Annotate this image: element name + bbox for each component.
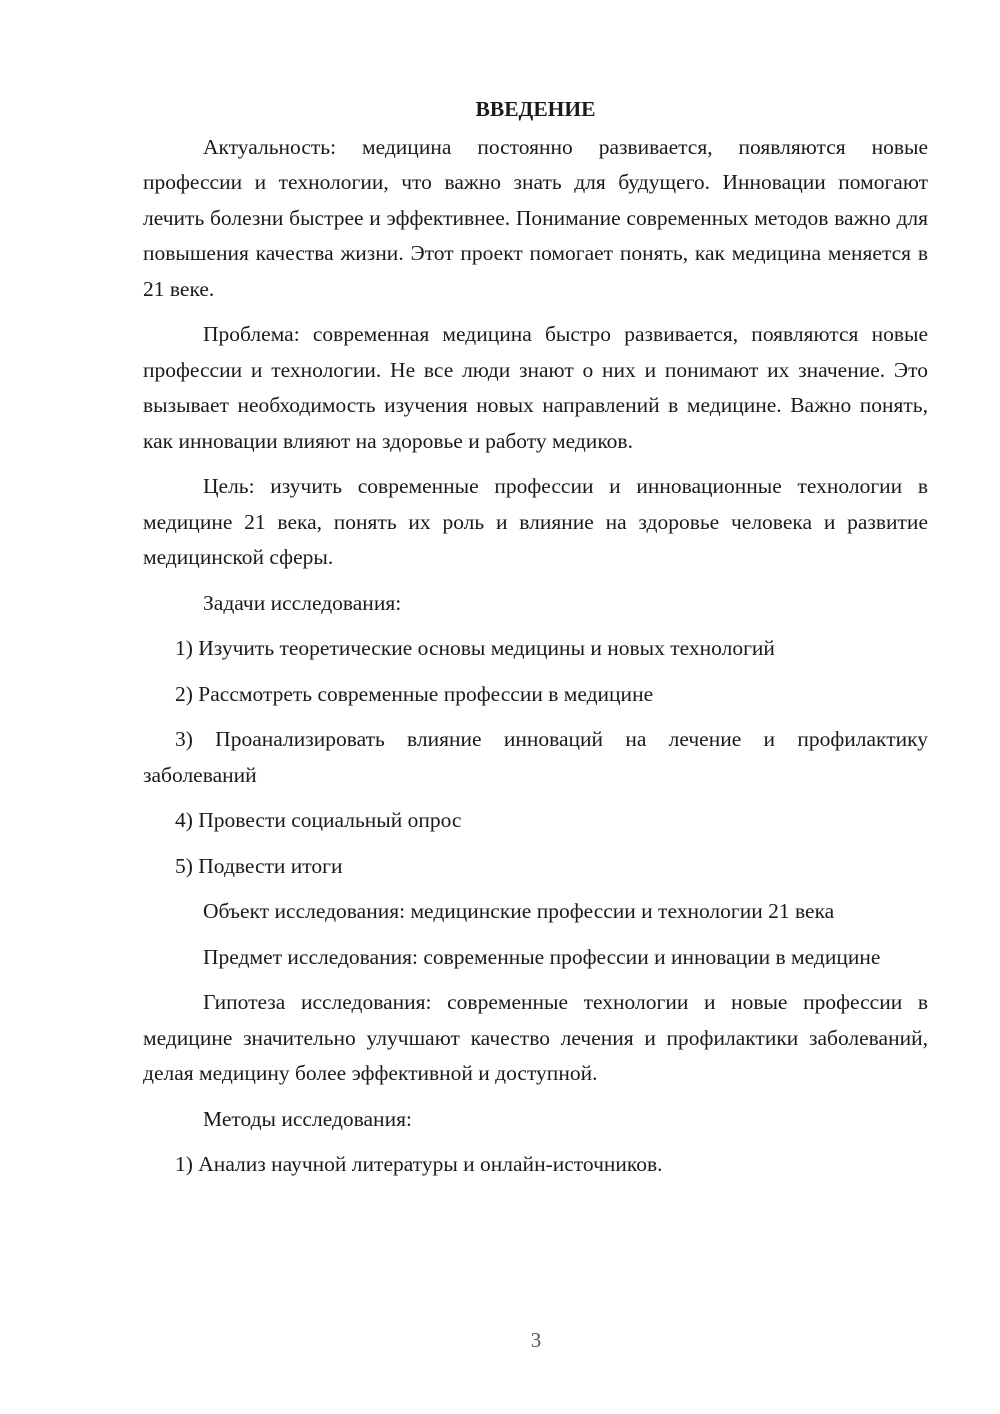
relevance-paragraph: Актуальность: медицина постоянно развивается, появляются новые профессии и технологии, что важно знать для будущего. Инновации помогают лечить болезни быстрее и эффективнее. Понимание современных методов важно для повышения качества жизни. Этот проект помогает понять, как медицина меняется в 21 веке. <box>143 134 928 301</box>
page-number: 3 <box>530 1328 542 1352</box>
task-item: 3) Проанализировать влияние инноваций на лечение и профилактику заболеваний <box>143 727 928 787</box>
task-item: 5) Подвести итоги <box>175 853 343 878</box>
subject-paragraph: Предмет исследования: современные профессии и инновации в медицине <box>203 944 881 969</box>
methods-heading: Методы исследования: <box>203 1106 412 1131</box>
tasks-heading: Задачи исследования: <box>203 590 402 615</box>
document-page <box>143 92 928 1193</box>
object-paragraph: Объект исследования: медицинские профессии и технологии 21 века <box>203 899 835 923</box>
task-item: 1) Изучить теоретические основы медицины и новых технологий <box>175 636 775 660</box>
task-item: 4) Провести социальный опрос <box>175 808 462 832</box>
method-item: 1) Анализ научной литературы и онлайн-источников. <box>175 1152 663 1176</box>
goal-paragraph: Цель: изучить современные профессии и инновационные технологии в медицине 21 века, понять их роль и влияние на здоровье человека и развитие медицинской сферы. <box>143 474 928 569</box>
section-title: ВВЕДЕНИЕ <box>475 97 596 121</box>
problem-paragraph: Проблема: современная медицина быстро развивается, появляются новые профессии и технологии. Не все люди знают о них и понимают их значение. Это вызывает необходимость изучения новых направлений в медицине. Важно понять, как инновации влияют на здоровье и работу медиков. <box>143 322 928 453</box>
hypothesis-paragraph: Гипотеза исследования: современные технологии и новые профессии в медицине значительно улучшают качество лечения и профилактики заболеваний, делая медицину более эффективной и доступной. <box>143 990 928 1085</box>
task-item: 2) Рассмотреть современные профессии в медицине <box>175 681 654 706</box>
